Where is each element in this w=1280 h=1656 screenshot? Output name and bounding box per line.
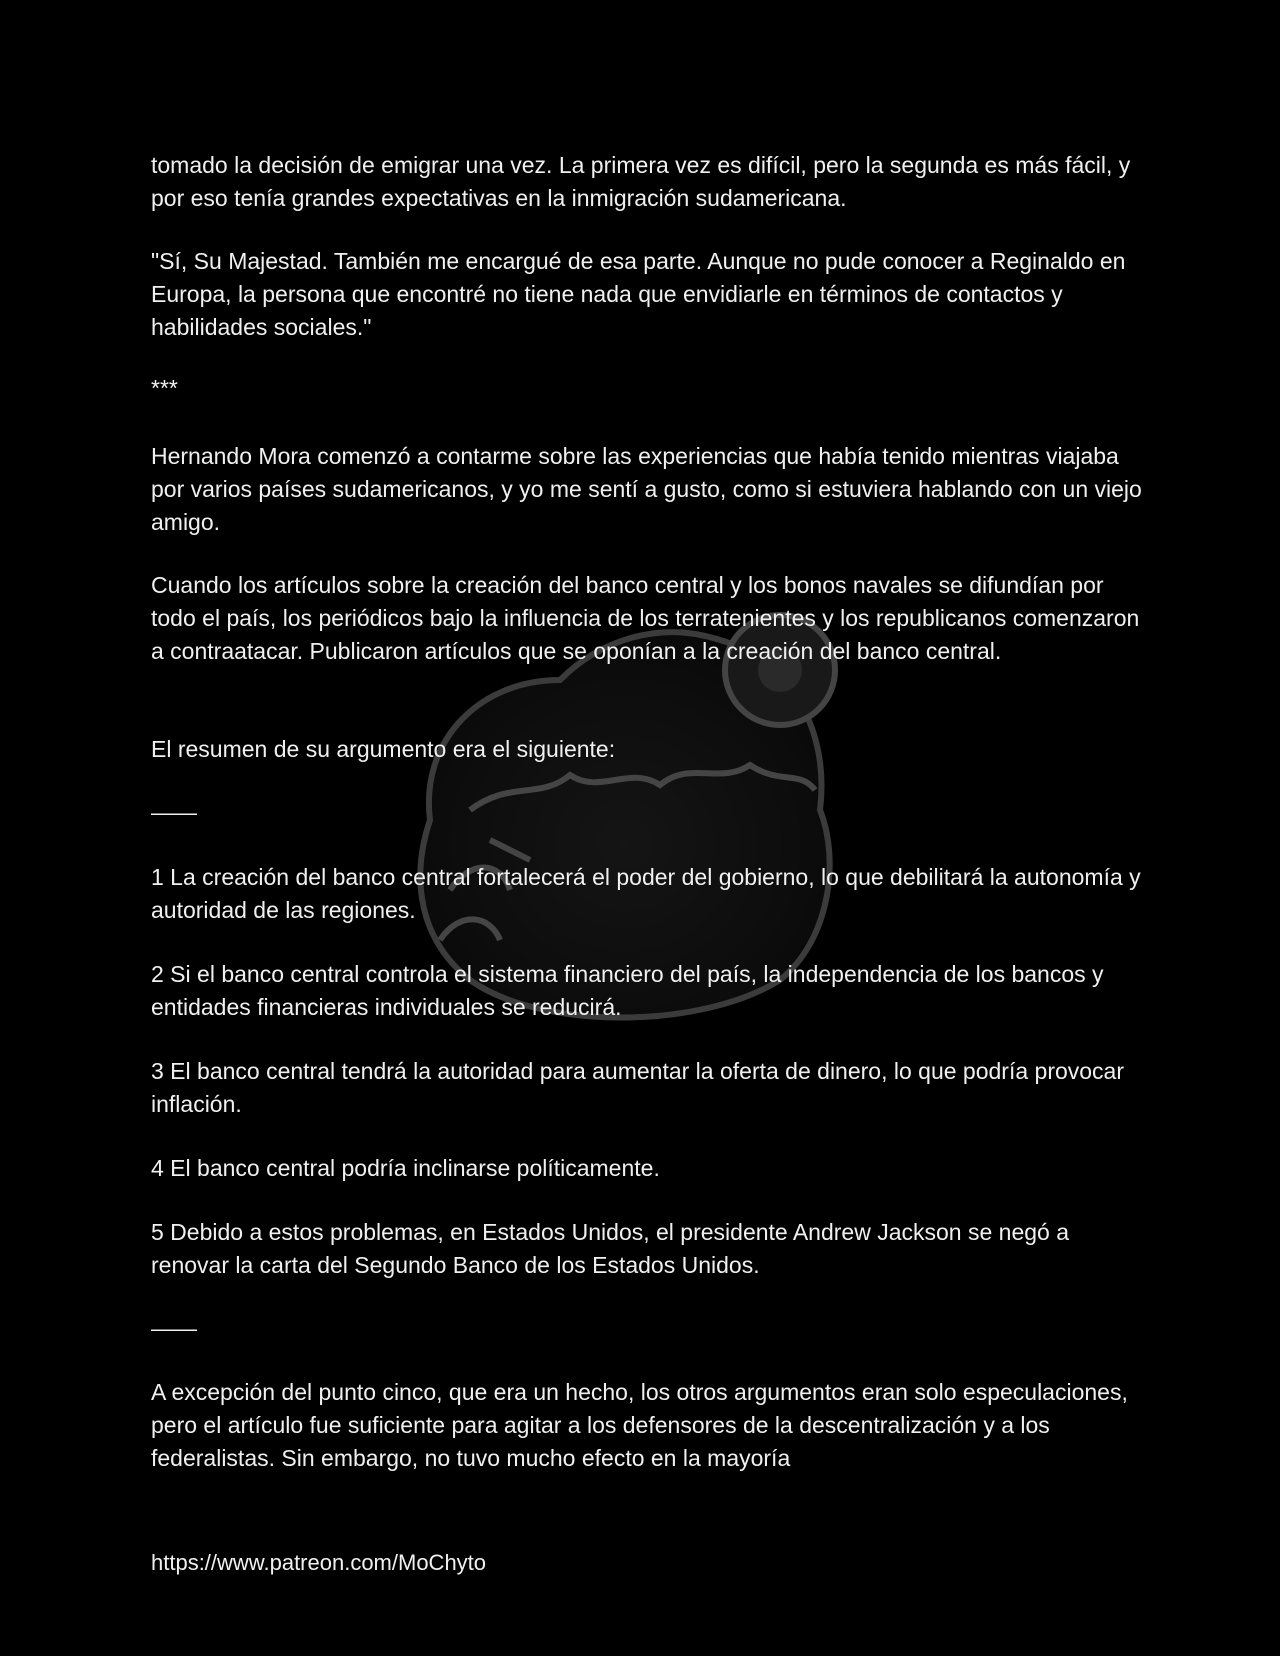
list-item-1: 1 La creación del banco central fortalecerá el poder del gobierno, lo que debilitará la autonomía y autoridad de las regiones.: [151, 864, 1141, 923]
paragraph-1: tomado la decisión de emigrar una vez. La primera vez es difícil, pero la segunda es más fácil, y por eso tenía grandes expectativas en la inmigración sudamericana.: [151, 152, 1131, 211]
scene-break: ***: [151, 375, 178, 401]
list-item-3: 3 El banco central tendrá la autoridad para aumentar la oferta de dinero, lo que podría provocar inflación.: [151, 1058, 1125, 1117]
patreon-link[interactable]: https://www.patreon.com/MoChyto: [151, 1550, 487, 1575]
paragraph-3: Hernando Mora comenzó a contarme sobre las experiencias que había tenido mientras viajaba por varios países sudamericanos, y yo me sentí a gusto, como si estuviera hablando con un viejo amigo.: [151, 443, 1142, 535]
paragraph-6: A excepción del punto cinco, que era un hecho, los otros argumentos eran solo especulaciones, pero el artículo fue suficiente para agitar a los defensores de la descentralización y a los federalistas. Sin embargo, no tuvo mucho efecto en la mayoría: [151, 1379, 1128, 1471]
paragraph-5: El resumen de su argumento era el siguiente:: [151, 736, 616, 762]
list-item-2: 2 Si el banco central controla el sistema financiero del país, la independencia de los bancos y entidades financieras individuales se reducirá.: [151, 961, 1104, 1020]
separator-dash: ——: [151, 799, 197, 825]
list-item-4: 4 El banco central podría inclinarse políticamente.: [151, 1155, 660, 1181]
paragraph-4: Cuando los artículos sobre la creación del banco central y los bonos navales se difundían por todo el país, los periódicos bajo la influencia de los terratenientes y los republicanos comenzaron a contraatacar. Publicaron artículos que se oponían a la creación del banco central.: [151, 572, 1140, 664]
separator-dash: ——: [151, 1315, 197, 1341]
list-item-5: 5 Debido a estos problemas, en Estados Unidos, el presidente Andrew Jackson se negó a renovar la carta del Segundo Banco de los Estados Unidos.: [151, 1219, 1070, 1278]
paragraph-2: "Sí, Su Majestad. También me encargué de esa parte. Aunque no pude conocer a Reginaldo en Europa, la persona que encontré no tiene nada que envidiarle en términos de contactos y habilidades sociales.": [151, 248, 1126, 340]
